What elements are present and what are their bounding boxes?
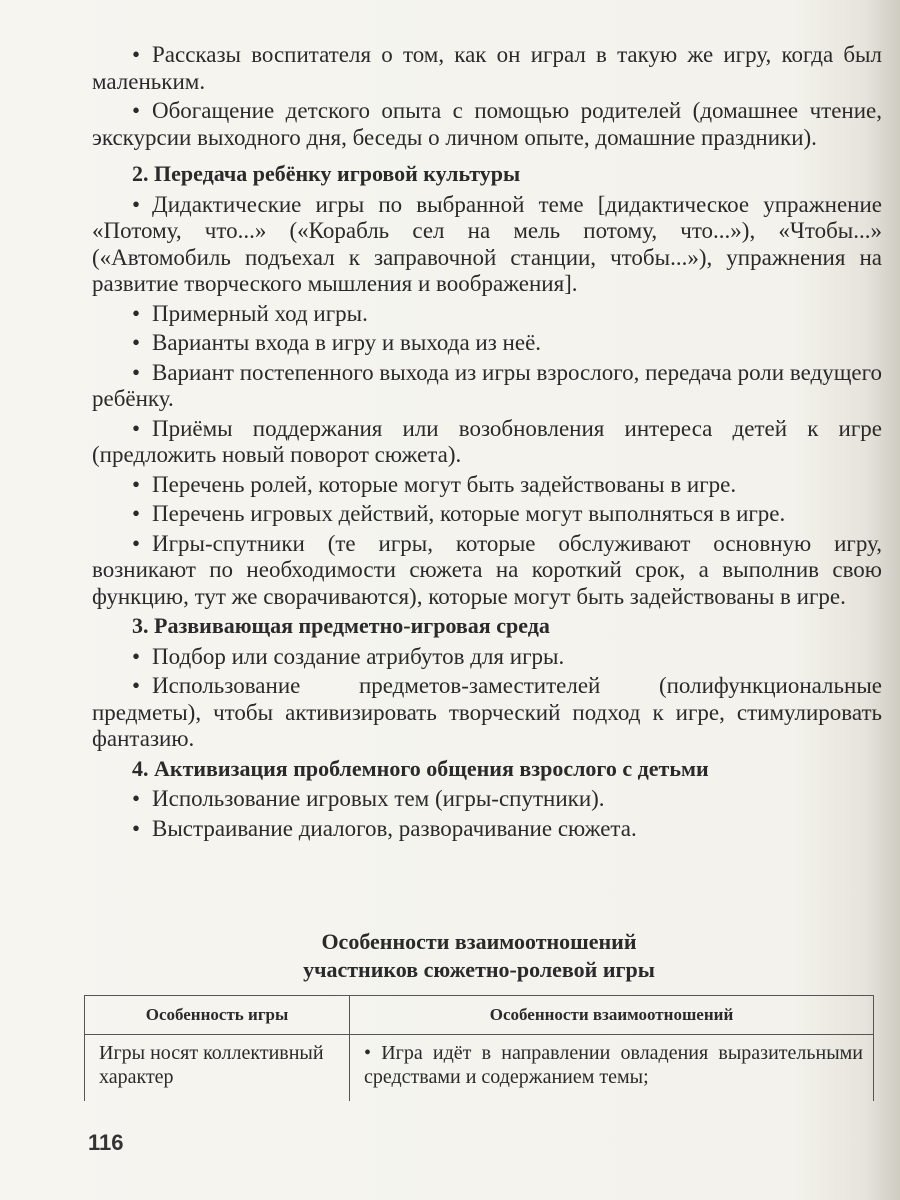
bullet-icon: • [132,501,141,526]
list-item: • Вариант постепенного выхода из игры взрослого, передача роли ведущего ребёнку. [92,359,882,411]
list-item: • Дидактические игры по выбранной теме [дидактическое упражнение «Потому, что...» («Корабль сел на мель потому, что...»), «Чтобы...» («Автомобиль подъехал к заправочной станции, чтобы...»), упражнения на развитие творческого мышления и воображения]. [92,191,882,296]
bullet-icon: • [132,673,141,698]
list-item: • Обогащение детского опыта с помощью родителей (домашнее чтение, экскурсии выходного дня, беседы о личном опыте, домашние праздники). [92,98,882,150]
list-item: • Выстраивание диалогов, разворачивание сюжета. [132,815,637,841]
bullet-icon: • [132,786,141,811]
page-body [92,42,882,845]
relations-table [84,995,874,1101]
bullet-icon: • [132,359,141,385]
column-header-feature: Особенность игры [85,996,350,1035]
page-number: 116 [88,1130,124,1155]
list-item: • Приёмы поддержания или возобновления интереса детей к игре (предложить новый поворот сюжета). [92,415,882,467]
bullet-icon: • [132,643,141,669]
list-item: • Перечень ролей, которые могут быть задействованы в игре. [132,471,737,497]
column-header-relations: Особенности взаимоотношений [350,996,874,1035]
section-heading: 3. Развивающая предметно-игровая среда [132,613,550,638]
relations-cell: • Игра идёт в направлении овладения выразительными средствами и содержанием темы; [350,1035,874,1102]
list-item: • Рассказы воспитателя о том, как он играл в такую же игру, когда был маленьким. [92,42,882,94]
bullet-icon: • [132,415,141,441]
bullet-icon: • [132,815,141,841]
table-title [84,928,874,984]
feature-cell: Игры носят коллективный характер [85,1035,350,1102]
bullet-icon: • [132,471,141,497]
list-item: • Перечень игровых действий, которые могут выполняться в игре. [132,501,786,526]
bullet-icon: • [132,530,141,556]
list-item: • Использование предметов-заместителей (полифункциональные предметы), чтобы активизировать творческий подход к игре, стимулировать фантазию. [92,673,882,751]
bullet-icon: • [132,42,141,67]
table-title-line: Особенности взаимоотношений [321,929,637,954]
bullet-icon: • [132,98,141,123]
bullet-icon: • [132,191,141,217]
section-heading: 4. Активизация проблемного общения взрослого с детьми [132,755,709,781]
section-heading: 2. Передача ребёнку игровой культуры [132,161,521,186]
bullet-icon: • [132,330,141,355]
table-title-line: участников сюжетно-ролевой игры [303,957,655,982]
table-header-row [85,996,874,1035]
bullet-icon: • [132,300,141,326]
list-item: • Подбор или создание атрибутов для игры. [132,643,565,669]
list-item: • Варианты входа в игру и выхода из неё. [132,330,542,355]
list-item: • Примерный ход игры. [132,300,368,326]
list-item: • Использование игровых тем (игры-спутники). [132,786,605,811]
list-item: • Игры-спутники (те игры, которые обслуживают основную игру, возникают по необходимости сюжета на короткий срок, а выполнив свою функцию, тут же сворачиваются), которые могут быть задействованы в игре. [92,530,882,609]
table-row [85,1035,874,1102]
